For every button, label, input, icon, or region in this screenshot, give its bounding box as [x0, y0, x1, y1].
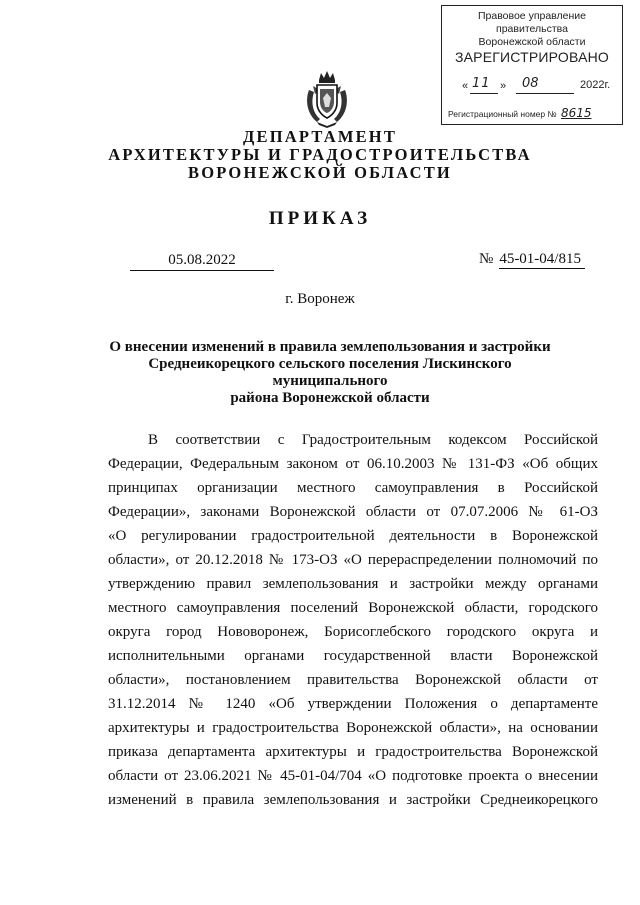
- stamp-reg-number-row: [448, 106, 618, 120]
- body-line: «О регулировании градостроительной деятельности в Воронежской: [108, 528, 598, 544]
- order-date: 05.08.2022: [130, 252, 274, 271]
- registration-stamp: [441, 5, 623, 125]
- order-subject: [100, 339, 560, 407]
- body-line: утверждению правил землепользования и застройки между органами: [108, 576, 598, 592]
- department-heading: [0, 128, 640, 182]
- subject-line-3: района Воронежской области: [230, 390, 430, 406]
- stamp-date: [442, 78, 622, 96]
- stamp-registered-label: ЗАРЕГИСТРИРОВАНО: [454, 49, 610, 65]
- stamp-organization: [442, 10, 622, 49]
- stamp-quote-open: «: [462, 80, 469, 92]
- coat-of-arms-icon: [303, 70, 351, 128]
- stamp-reg-label: Регистрационный номер №: [448, 109, 557, 119]
- body-paragraph: [108, 428, 598, 812]
- stamp-day-underline: [470, 93, 498, 94]
- body-line: Федерации, Федеральным законом от 06.10.2003 № 131-ФЗ «Об общих: [108, 456, 598, 472]
- dept-line-3: ВОРОНЕЖСКОЙ ОБЛАСТИ: [188, 163, 452, 182]
- body-line: архитектуры и градостроительства Воронежской области», на основании: [108, 720, 598, 736]
- body-line: 31.12.2014 № 1240 «Об утверждении Положения о департаменте: [108, 696, 598, 712]
- order-number: [479, 251, 585, 268]
- body-line: приказа департамента архитектуры и градостроительства Воронежской: [108, 744, 598, 760]
- body-line: области от 23.06.2021 № 45-01-04/704 «О подготовке проекта о внесении: [108, 768, 598, 784]
- stamp-day: 11: [472, 76, 491, 91]
- subject-line-2: Среднеикорецкого сельского поселения Лискинского муниципального: [148, 356, 512, 389]
- stamp-org-line-2: Воронежской области: [478, 36, 586, 48]
- body-line: исполнительными органами государственной власти Воронежской: [108, 648, 598, 664]
- body-line: области», постановлением правительства Воронежской области от: [108, 672, 598, 688]
- body-line: округа город Нововоронеж, Борисоглебского городского округа и: [108, 624, 598, 640]
- order-number-value: 45-01-04/815: [499, 251, 585, 269]
- dept-line-2: АРХИТЕКТУРЫ И ГРАДОСТРОИТЕЛЬСТВА: [108, 145, 532, 164]
- body-line: Федерации», законами Воронежской области от 07.07.2006 № 61-ОЗ: [108, 504, 598, 520]
- body-line: В соответствии с Градостроительным кодексом Российской: [148, 432, 598, 448]
- number-sign: №: [479, 251, 494, 267]
- body-line: местного самоуправления поселений Воронежской области, городского: [108, 600, 598, 616]
- stamp-month: 08: [522, 76, 539, 91]
- stamp-reg-number: 8615: [561, 106, 592, 120]
- body-line: области», от 20.12.2018 № 173-ОЗ «О перераспределении полномочий по: [108, 552, 598, 568]
- document-title: ПРИКАЗ: [268, 208, 372, 229]
- stamp-org-line-1: Правовое управление правительства: [477, 10, 586, 35]
- dept-line-1: ДЕПАРТАМЕНТ: [242, 127, 398, 146]
- subject-line-1: О внесении изменений в правила землепользования и застройки: [109, 339, 551, 355]
- stamp-year: 2022г.: [580, 79, 611, 91]
- stamp-quote-close: »: [500, 80, 507, 92]
- stamp-month-underline: [516, 93, 574, 94]
- body-line: принципах организации местного самоуправления в Российской: [108, 480, 598, 496]
- body-line: изменений в правила землепользования и застройки Среднеикорецкого: [108, 792, 598, 808]
- city: г. Воронеж: [285, 291, 355, 307]
